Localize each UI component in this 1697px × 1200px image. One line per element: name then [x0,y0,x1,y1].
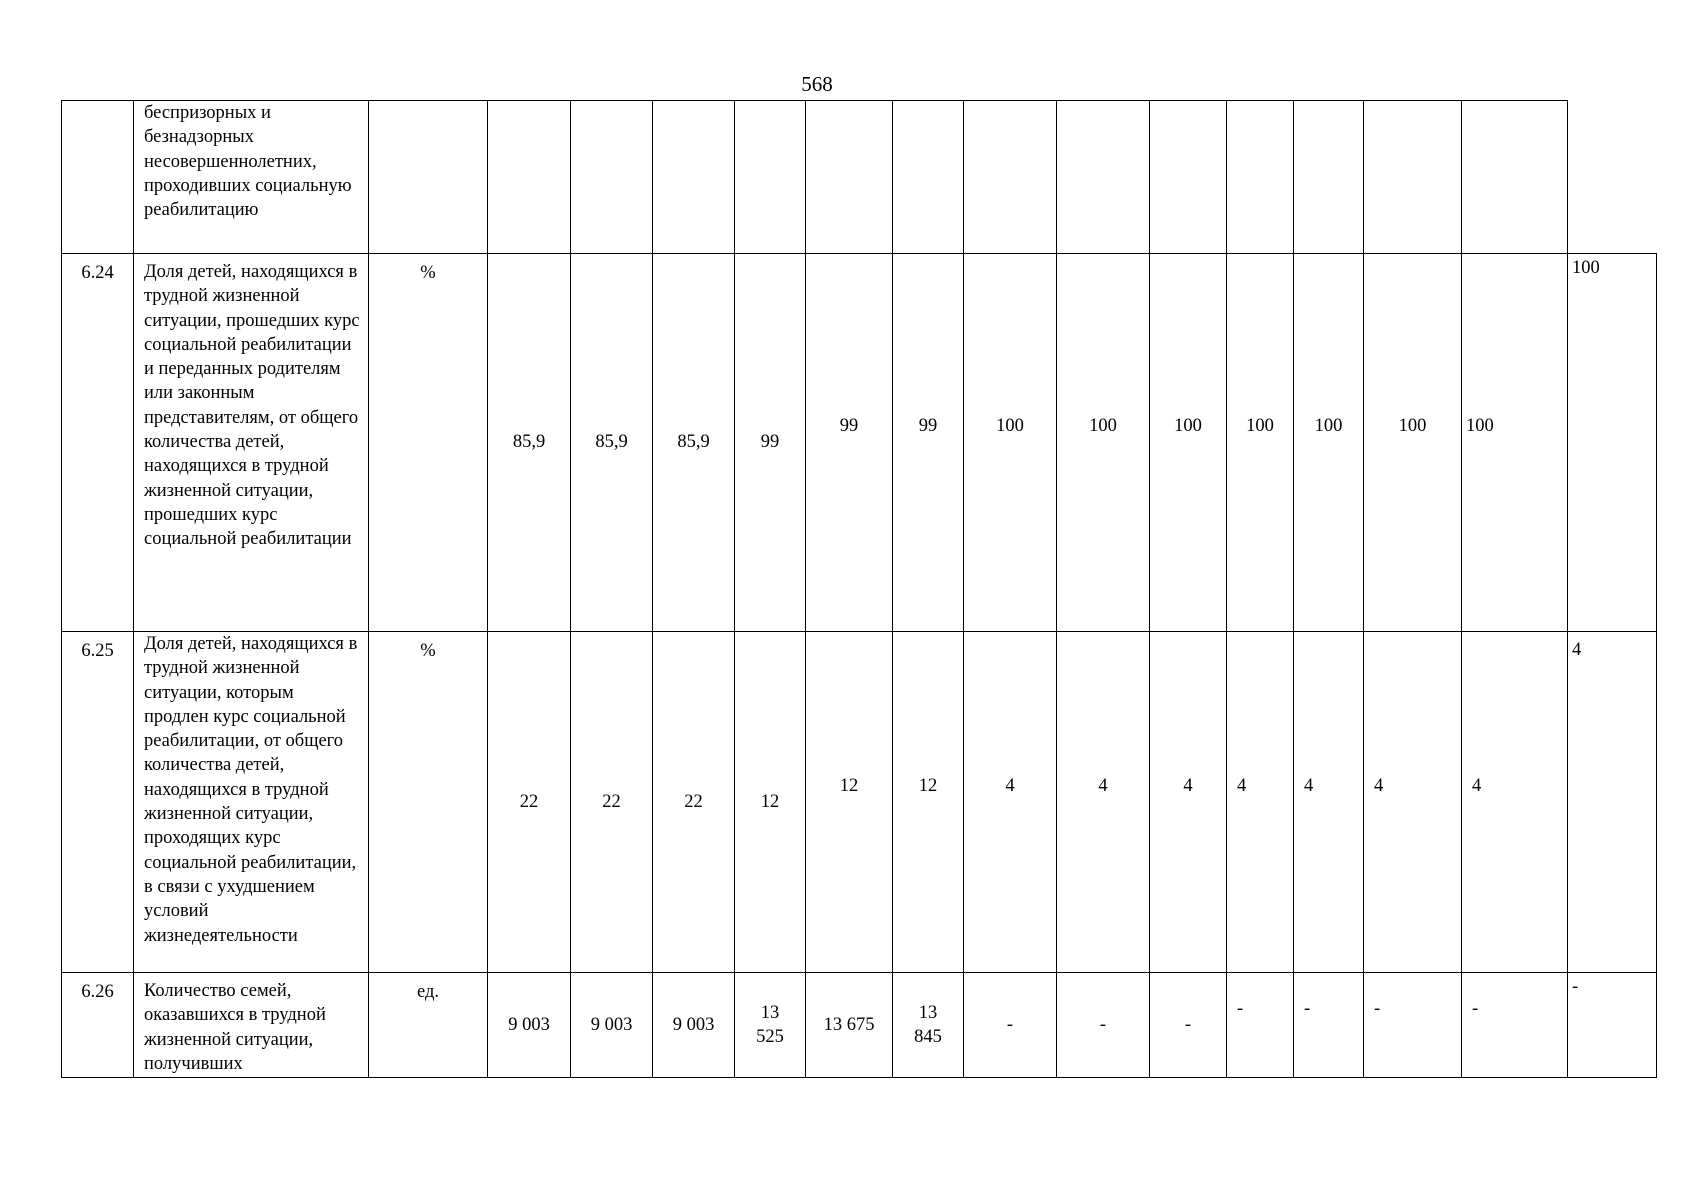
value-cell: 4 [1150,632,1227,973]
value-cell: - [1294,973,1364,1078]
value-cell [735,101,806,254]
table-row [62,254,1657,632]
value-cell: 12 [806,632,893,973]
value-cell: 100 [1364,254,1462,632]
value-cell [653,101,735,254]
value-cell: 22 [653,632,735,973]
value-cell: 12 [893,632,964,973]
value-cell [1294,101,1364,254]
row-number: 6.24 [62,254,134,632]
value-cell [1364,101,1462,254]
value-cell: 4 [1462,632,1568,973]
indicator-description: Доля детей, находящихся в трудной жизненной ситуации, которым продлен курс социальной реабилитации, от общего количества детей, находящихся в трудной жизненной ситуации, проходящих курс социальной реабилитации, в связи с ухудшением условий жизнедеятельности [134,632,369,973]
value-cell: 9 003 [653,973,735,1078]
value-cell [571,101,653,254]
value-cell: 100 [1057,254,1150,632]
value-cell: 13 845 [893,973,964,1078]
value-cell: 22 [571,632,653,973]
value-cell: 13 525 [735,973,806,1078]
value-cell: 9 003 [488,973,571,1078]
last-value-cell [1462,101,1568,254]
value-cell: - [1227,973,1294,1078]
value-cell: 100 [1462,254,1568,632]
indicator-description: Доля детей, находящихся в трудной жизненной ситуации, прошедших курс социальной реабилитации и переданных родителям или законным представителям, от общего количества детей, находящихся в трудной жизненной ситуации, прошедших курс социальной реабилитации [134,254,369,632]
value-cell: 85,9 [488,254,571,632]
value-cell: - [964,973,1057,1078]
value-cell: 22 [488,632,571,973]
value-cell: - [1150,973,1227,1078]
value-cell: 4 [1057,632,1150,973]
table-row [62,101,1657,254]
value-cell: 99 [806,254,893,632]
value-cell: 100 [1150,254,1227,632]
last-value-cell: 100 [1568,254,1657,632]
value-cell: 4 [1364,632,1462,973]
value-cell: 4 [1294,632,1364,973]
value-cell [1227,101,1294,254]
table-row [62,632,1657,973]
value-cell: - [1364,973,1462,1078]
value-cell [488,101,571,254]
unit-cell: ед. [369,973,488,1078]
value-cell [964,101,1057,254]
row-number: 6.25 [62,632,134,973]
value-cell: - [1462,973,1568,1078]
table-row [62,973,1657,1078]
last-value-cell: - [1568,973,1657,1078]
value-cell: 13 675 [806,973,893,1078]
value-cell [1057,101,1150,254]
row-number: 6.26 [62,973,134,1078]
unit-cell: % [369,632,488,973]
value-cell [1150,101,1227,254]
value-cell: 99 [893,254,964,632]
row-number [62,101,134,254]
value-cell: - [1057,973,1150,1078]
value-cell: 12 [735,632,806,973]
value-cell: 99 [735,254,806,632]
indicator-description: беспризорных и безнадзорных несовершеннолетних, проходивших социальную реабилитацию [134,101,369,254]
page-number: 568 [801,72,833,96]
unit-cell [369,101,488,254]
value-cell: 100 [1227,254,1294,632]
value-cell: 4 [964,632,1057,973]
value-cell [893,101,964,254]
value-cell [806,101,893,254]
value-cell: 85,9 [653,254,735,632]
indicators-table [61,100,1657,1078]
last-value-cell: 4 [1568,632,1657,973]
value-cell: 9 003 [571,973,653,1078]
unit-cell: % [369,254,488,632]
indicator-description: Количество семей, оказавшихся в трудной жизненной ситуации, получивших [134,973,369,1078]
value-cell: 100 [964,254,1057,632]
value-cell: 100 [1294,254,1364,632]
value-cell: 4 [1227,632,1294,973]
value-cell: 85,9 [571,254,653,632]
